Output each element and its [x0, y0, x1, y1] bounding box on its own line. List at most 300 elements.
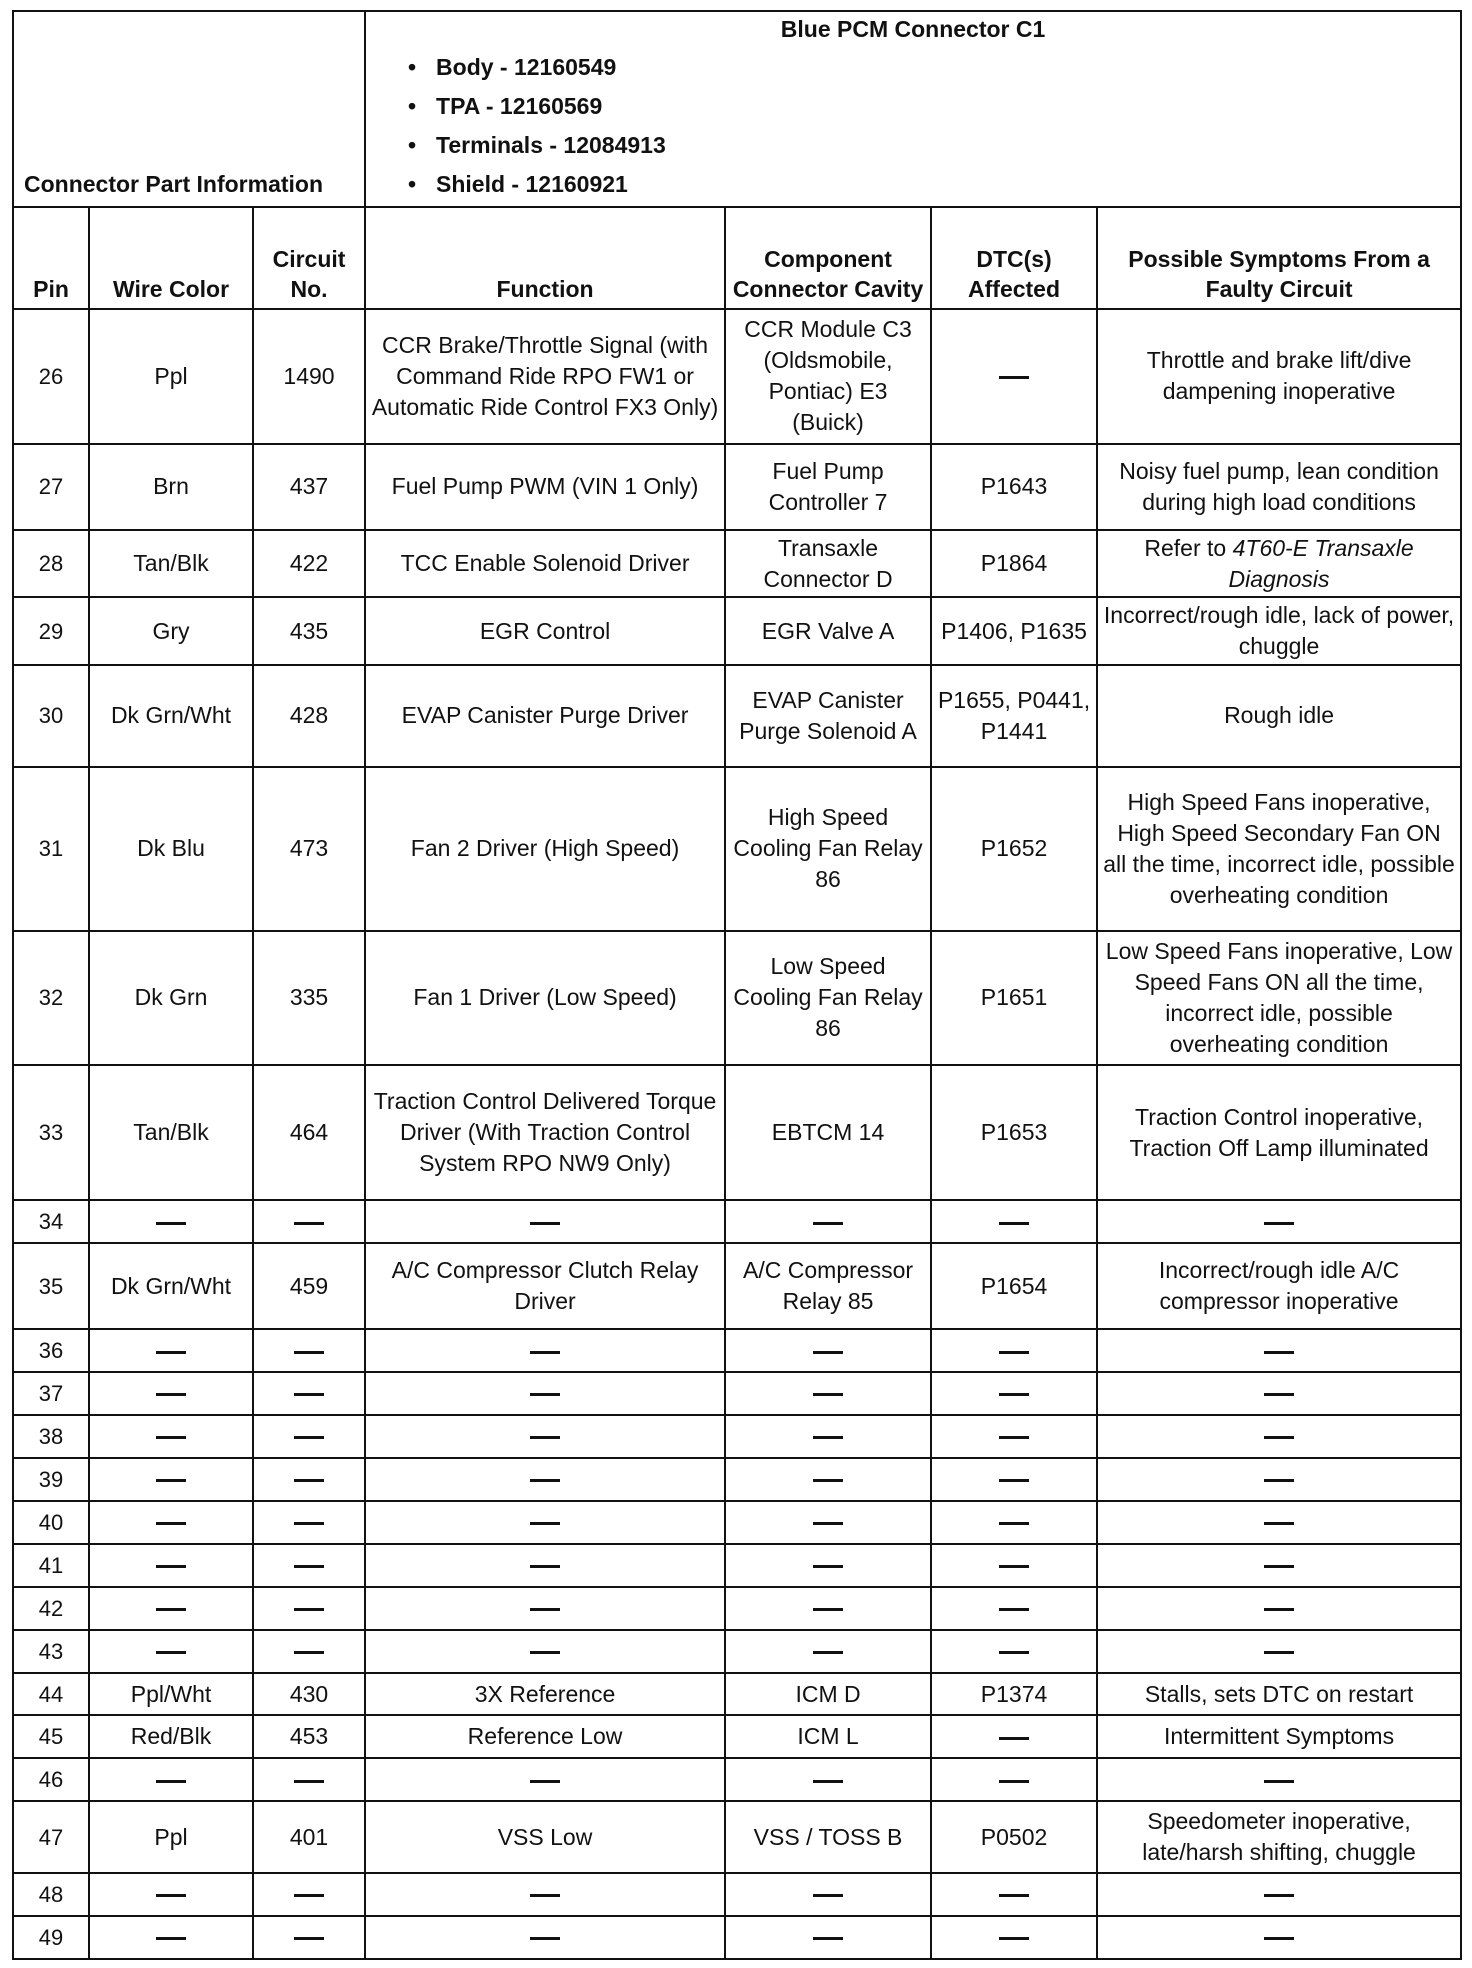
symptoms-cell-text: Stalls, sets DTC on restart [1144, 1680, 1414, 1707]
table-row [13, 931, 1461, 1066]
dtc-cell [931, 1372, 1097, 1415]
empty-dash [999, 1393, 1029, 1396]
wire-color-cell-text: Ppl [154, 362, 188, 389]
empty-dash [530, 1222, 560, 1225]
pin-cell: 44 [13, 1673, 89, 1716]
table-row [13, 1501, 1461, 1544]
cavity-cell [725, 1329, 931, 1372]
col-dtc-affected: DTC(s) Affected [931, 207, 1097, 309]
empty-dash [813, 1651, 843, 1654]
circuit-cell [253, 1200, 365, 1243]
wire-color-cell [89, 530, 253, 597]
wire-color-cell [89, 1630, 253, 1673]
circuit-cell [253, 1673, 365, 1716]
cavity-cell-text: EBTCM 14 [771, 1119, 885, 1146]
dtc-cell [931, 597, 1097, 664]
cavity-cell [725, 444, 931, 530]
pin-cell: 36 [13, 1329, 89, 1372]
cavity-cell [725, 1801, 931, 1873]
function-cell-text: A/C Compressor Clutch Relay Driver [391, 1257, 699, 1315]
empty-dash [530, 1937, 560, 1940]
function-cell [365, 1458, 725, 1501]
part-body: • Body - 12160549 [408, 48, 1460, 87]
cavity-cell-text: EVAP Canister Purge Solenoid A [739, 686, 917, 744]
cavity-cell-text: Low Speed Cooling Fan Relay 86 [733, 953, 923, 1042]
empty-dash [813, 1608, 843, 1611]
empty-dash [156, 1393, 186, 1396]
wire-color-cell [89, 1916, 253, 1959]
empty-dash [1264, 1937, 1294, 1940]
wire-color-cell-text: Dk Grn [134, 984, 208, 1011]
function-cell [365, 1544, 725, 1587]
empty-dash [530, 1894, 560, 1897]
symptoms-cell [1097, 1200, 1461, 1243]
dtc-cell [931, 767, 1097, 931]
cavity-cell [725, 1673, 931, 1716]
empty-dash [530, 1522, 560, 1525]
symptoms-cell-text: Intermittent Symptoms [1164, 1723, 1395, 1750]
wire-color-cell [89, 1673, 253, 1716]
empty-dash [294, 1522, 324, 1525]
cavity-cell [725, 309, 931, 444]
dtc-cell [931, 530, 1097, 597]
empty-dash [1264, 1351, 1294, 1354]
empty-dash [999, 1479, 1029, 1482]
dtc-cell-text: P1652 [980, 835, 1048, 862]
cavity-cell-text: EGR Valve A [761, 617, 895, 644]
circuit-cell [253, 767, 365, 931]
empty-dash [1264, 1522, 1294, 1525]
empty-dash [813, 1479, 843, 1482]
empty-dash [813, 1222, 843, 1225]
col-circuit-no: Circuit No. [253, 207, 365, 309]
symptoms-cell [1097, 309, 1461, 444]
wire-color-cell [89, 1415, 253, 1458]
empty-dash [999, 1436, 1029, 1439]
pin-cell: 46 [13, 1758, 89, 1801]
pin-cell: 33 [13, 1065, 89, 1200]
empty-dash [294, 1651, 324, 1654]
dtc-cell [931, 1801, 1097, 1873]
cavity-cell [725, 767, 931, 931]
column-header-row [13, 207, 1461, 309]
circuit-cell-text: 422 [289, 550, 329, 577]
function-cell [365, 1630, 725, 1673]
wire-color-cell [89, 665, 253, 767]
dtc-cell-text: P1643 [980, 473, 1048, 500]
wire-color-cell-text: Tan/Blk [133, 1119, 209, 1146]
symptoms-cell [1097, 1916, 1461, 1959]
cavity-cell-text: A/C Compressor Relay 85 [743, 1257, 914, 1315]
cavity-cell-text: ICM D [795, 1680, 861, 1707]
pin-cell: 28 [13, 530, 89, 597]
function-cell [365, 1501, 725, 1544]
circuit-cell [253, 1916, 365, 1959]
circuit-cell [253, 1372, 365, 1415]
table-row [13, 1372, 1461, 1415]
connector-header [365, 11, 1461, 207]
table-row [13, 309, 1461, 444]
dtc-cell [931, 1630, 1097, 1673]
empty-dash [294, 1608, 324, 1611]
table-row [13, 597, 1461, 664]
symptoms-cell [1097, 1243, 1461, 1329]
circuit-cell-text: 464 [289, 1119, 329, 1146]
empty-dash [1264, 1222, 1294, 1225]
circuit-cell-text: 437 [289, 473, 329, 500]
function-cell [365, 1715, 725, 1758]
symptoms-cell-text: Incorrect/rough idle, lack of power, chuggle [1103, 602, 1455, 659]
pin-cell: 26 [13, 309, 89, 444]
symptoms-cell-text: Low Speed Fans inoperative, Low Speed Fans ON all the time, incorrect idle, possible overheating condition [1105, 937, 1453, 1057]
empty-dash [530, 1351, 560, 1354]
wire-color-cell [89, 1329, 253, 1372]
circuit-cell [253, 1415, 365, 1458]
cavity-cell [725, 1458, 931, 1501]
function-cell-text: EVAP Canister Purge Driver [401, 702, 689, 729]
empty-dash [530, 1393, 560, 1396]
part-info-row [13, 11, 1461, 207]
circuit-cell [253, 1501, 365, 1544]
connector-title: Blue PCM Connector C1 [780, 16, 1046, 42]
function-cell [365, 597, 725, 664]
empty-dash [813, 1351, 843, 1354]
cavity-cell-text: High Speed Cooling Fan Relay 86 [733, 804, 923, 893]
table-row [13, 767, 1461, 931]
dtc-cell [931, 1758, 1097, 1801]
dtc-cell-text: P1653 [980, 1119, 1048, 1146]
symptoms-cell [1097, 444, 1461, 530]
table-row [13, 1243, 1461, 1329]
wire-color-cell-text: Tan/Blk [133, 550, 209, 577]
empty-dash [999, 1351, 1029, 1354]
symptoms-reference-text: 4T60-E Transaxle Diagnosis [1228, 534, 1414, 592]
table-row [13, 1415, 1461, 1458]
wire-color-cell-text: Ppl/Wht [130, 1680, 212, 1707]
symptoms-cell-text: Traction Control inoperative, Traction Off Lamp illuminated [1129, 1103, 1429, 1161]
symptoms-cell [1097, 1587, 1461, 1630]
wire-color-cell [89, 931, 253, 1066]
function-cell [365, 1372, 725, 1415]
circuit-cell [253, 1544, 365, 1587]
dtc-cell-text: P1651 [980, 984, 1048, 1011]
cavity-cell-text: Transaxle Connector D [763, 534, 893, 592]
function-cell-text: Fan 2 Driver (High Speed) [410, 835, 680, 862]
symptoms-cell [1097, 665, 1461, 767]
wire-color-cell-text: Gry [152, 617, 190, 644]
symptoms-cell [1097, 1458, 1461, 1501]
empty-dash [156, 1565, 186, 1568]
cavity-cell [725, 1873, 931, 1916]
dtc-cell [931, 444, 1097, 530]
circuit-cell-text: 435 [289, 617, 329, 644]
circuit-cell [253, 1243, 365, 1329]
empty-dash [294, 1479, 324, 1482]
circuit-cell-text: 335 [289, 984, 329, 1011]
col-pin: Pin [13, 207, 89, 309]
dtc-cell-text: P1374 [980, 1680, 1048, 1707]
table-row [13, 1758, 1461, 1801]
function-cell [365, 309, 725, 444]
symptoms-cell [1097, 530, 1461, 597]
cavity-cell [725, 1415, 931, 1458]
function-cell-text: CCR Brake/Throttle Signal (with Command Ride RPO FW1 or Automatic Ride Control FX3 Only) [371, 331, 719, 420]
empty-dash [1264, 1651, 1294, 1654]
wire-color-cell [89, 1801, 253, 1873]
function-cell [365, 1673, 725, 1716]
dtc-cell-text: P1654 [980, 1272, 1048, 1299]
empty-dash [1264, 1393, 1294, 1396]
cavity-cell [725, 530, 931, 597]
empty-dash [530, 1479, 560, 1482]
wire-color-cell [89, 1458, 253, 1501]
circuit-cell [253, 1715, 365, 1758]
pin-cell: 32 [13, 931, 89, 1066]
empty-dash [294, 1222, 324, 1225]
empty-dash [294, 1351, 324, 1354]
empty-dash [999, 1937, 1029, 1940]
function-cell [365, 767, 725, 931]
symptoms-cell [1097, 767, 1461, 931]
table-row [13, 1200, 1461, 1243]
pin-cell: 42 [13, 1587, 89, 1630]
function-cell-text: VSS Low [497, 1823, 593, 1850]
wire-color-cell-text: Dk Grn/Wht [110, 1272, 232, 1299]
empty-dash [813, 1894, 843, 1897]
circuit-cell [253, 931, 365, 1066]
empty-dash [530, 1651, 560, 1654]
pin-cell: 30 [13, 665, 89, 767]
wire-color-cell [89, 1873, 253, 1916]
connector-table [12, 10, 1462, 1960]
circuit-cell-text: 473 [289, 835, 329, 862]
empty-dash [1264, 1479, 1294, 1482]
dtc-cell [931, 1065, 1097, 1200]
symptoms-cell [1097, 1801, 1461, 1873]
circuit-cell [253, 530, 365, 597]
cavity-cell [725, 1372, 931, 1415]
pin-cell: 38 [13, 1415, 89, 1458]
function-cell-text: Reference Low [467, 1723, 623, 1750]
empty-dash [999, 1737, 1029, 1740]
table-row [13, 1715, 1461, 1758]
function-cell [365, 1801, 725, 1873]
table-row [13, 665, 1461, 767]
dtc-cell [931, 1673, 1097, 1716]
circuit-cell [253, 444, 365, 530]
symptoms-cell [1097, 1065, 1461, 1200]
dtc-cell [931, 1544, 1097, 1587]
pin-cell: 39 [13, 1458, 89, 1501]
pin-cell: 41 [13, 1544, 89, 1587]
pin-cell: 43 [13, 1630, 89, 1673]
empty-dash [999, 1780, 1029, 1783]
empty-dash [999, 1222, 1029, 1225]
empty-dash [999, 1565, 1029, 1568]
dtc-cell [931, 1873, 1097, 1916]
symptoms-cell [1097, 1673, 1461, 1716]
pin-cell: 45 [13, 1715, 89, 1758]
circuit-cell [253, 597, 365, 664]
part-terminals: • Terminals - 12084913 [408, 126, 1460, 165]
circuit-cell [253, 665, 365, 767]
empty-dash [156, 1522, 186, 1525]
cavity-cell [725, 1715, 931, 1758]
cavity-cell [725, 1065, 931, 1200]
empty-dash [999, 1608, 1029, 1611]
wire-color-cell [89, 1200, 253, 1243]
table-row [13, 1065, 1461, 1200]
circuit-cell [253, 1758, 365, 1801]
wire-color-cell [89, 767, 253, 931]
empty-dash [813, 1393, 843, 1396]
circuit-cell-text: 401 [289, 1823, 329, 1850]
wire-color-cell-text: Red/Blk [130, 1723, 212, 1750]
dtc-cell [931, 1200, 1097, 1243]
table-row [13, 1630, 1461, 1673]
pin-cell: 40 [13, 1501, 89, 1544]
wire-color-cell [89, 1758, 253, 1801]
empty-dash [156, 1436, 186, 1439]
symptoms-cell-text: Refer to [1144, 534, 1233, 561]
table-row [13, 1544, 1461, 1587]
empty-dash [813, 1565, 843, 1568]
pin-cell: 47 [13, 1801, 89, 1873]
table-row [13, 1329, 1461, 1372]
cavity-cell [725, 931, 931, 1066]
pin-cell: 31 [13, 767, 89, 931]
function-cell [365, 1758, 725, 1801]
function-cell [365, 1200, 725, 1243]
function-cell [365, 1329, 725, 1372]
cavity-cell [725, 1758, 931, 1801]
cavity-cell-text: ICM L [797, 1723, 859, 1750]
empty-dash [999, 1651, 1029, 1654]
empty-dash [1264, 1894, 1294, 1897]
dtc-cell [931, 1415, 1097, 1458]
table-row [13, 444, 1461, 530]
table-row [13, 1873, 1461, 1916]
wire-color-cell [89, 1243, 253, 1329]
function-cell [365, 1415, 725, 1458]
empty-dash [530, 1436, 560, 1439]
table-row [13, 530, 1461, 597]
empty-dash [813, 1436, 843, 1439]
empty-dash [156, 1651, 186, 1654]
symptoms-cell [1097, 1873, 1461, 1916]
function-cell [365, 1587, 725, 1630]
pin-cell: 27 [13, 444, 89, 530]
circuit-cell-text: 430 [289, 1680, 329, 1707]
dtc-cell-text: P1406, P1635 [941, 617, 1087, 644]
circuit-cell [253, 1329, 365, 1372]
cavity-cell-text: CCR Module C3 (Oldsmobile, Pontiac) E3 (Buick) [744, 316, 912, 436]
pin-cell: 48 [13, 1873, 89, 1916]
table-row [13, 1673, 1461, 1716]
pin-cell: 34 [13, 1200, 89, 1243]
function-cell-text: TCC Enable Solenoid Driver [400, 550, 690, 577]
symptoms-cell [1097, 1329, 1461, 1372]
cavity-cell [725, 1587, 931, 1630]
symptoms-cell-text: Rough idle [1224, 702, 1335, 729]
cavity-cell [725, 1200, 931, 1243]
part-shield: • Shield - 12160921 [408, 165, 1460, 204]
cavity-cell [725, 1243, 931, 1329]
empty-dash [1264, 1608, 1294, 1611]
dtc-cell [931, 1587, 1097, 1630]
empty-dash [999, 1894, 1029, 1897]
circuit-cell-text: 428 [289, 702, 329, 729]
wire-color-cell [89, 597, 253, 664]
wire-color-cell [89, 1715, 253, 1758]
function-cell-text: Fan 1 Driver (Low Speed) [413, 984, 677, 1011]
wire-color-cell-text: Dk Blu [137, 835, 205, 862]
circuit-cell-text: 1490 [283, 362, 335, 389]
cavity-cell [725, 665, 931, 767]
circuit-cell-text: 453 [289, 1723, 329, 1750]
empty-dash [156, 1937, 186, 1940]
pin-cell: 35 [13, 1243, 89, 1329]
table-row [13, 1587, 1461, 1630]
cavity-cell [725, 1630, 931, 1673]
empty-dash [1264, 1565, 1294, 1568]
pin-cell: 49 [13, 1916, 89, 1959]
function-cell-text: 3X Reference [474, 1680, 616, 1707]
circuit-cell [253, 1587, 365, 1630]
empty-dash [1264, 1436, 1294, 1439]
symptoms-cell [1097, 1501, 1461, 1544]
circuit-cell [253, 1065, 365, 1200]
dtc-cell [931, 665, 1097, 767]
dtc-cell [931, 1715, 1097, 1758]
symptoms-cell-text: High Speed Fans inoperative, High Speed Secondary Fan ON all the time, incorrect idle, possible overheating condition [1103, 788, 1455, 908]
empty-dash [813, 1937, 843, 1940]
cavity-cell [725, 597, 931, 664]
wire-color-cell [89, 309, 253, 444]
symptoms-cell [1097, 1415, 1461, 1458]
table-row [13, 1801, 1461, 1873]
empty-dash [156, 1479, 186, 1482]
circuit-cell-text: 459 [289, 1272, 329, 1299]
empty-dash [156, 1780, 186, 1783]
symptoms-cell-text: Speedometer inoperative, late/harsh shifting, chuggle [1142, 1808, 1416, 1866]
empty-dash [294, 1894, 324, 1897]
empty-dash [530, 1608, 560, 1611]
function-cell [365, 1243, 725, 1329]
wire-color-cell [89, 1587, 253, 1630]
function-cell-text: Traction Control Delivered Torque Driver (With Traction Control System RPO NW9 Only) [373, 1088, 717, 1177]
function-cell [365, 1916, 725, 1959]
symptoms-cell [1097, 1715, 1461, 1758]
empty-dash [530, 1565, 560, 1568]
wire-color-cell-text: Ppl [154, 1823, 188, 1850]
pin-cell: 29 [13, 597, 89, 664]
part-tpa: • TPA - 12160569 [408, 87, 1460, 126]
wire-color-cell-text: Dk Grn/Wht [110, 702, 232, 729]
wire-color-cell-text: Brn [153, 473, 189, 500]
symptoms-cell [1097, 597, 1461, 664]
empty-dash [813, 1780, 843, 1783]
dtc-cell-text: P1655, P0441, P1441 [937, 686, 1091, 744]
wire-color-cell [89, 1065, 253, 1200]
cavity-cell-text: Fuel Pump Controller 7 [768, 457, 888, 515]
function-cell-text: Fuel Pump PWM (VIN 1 Only) [391, 473, 699, 500]
col-component-connector-cavity: Component Connector Cavity [725, 207, 931, 309]
circuit-cell [253, 1458, 365, 1501]
dtc-cell [931, 1329, 1097, 1372]
circuit-cell [253, 1873, 365, 1916]
table-row [13, 1458, 1461, 1501]
